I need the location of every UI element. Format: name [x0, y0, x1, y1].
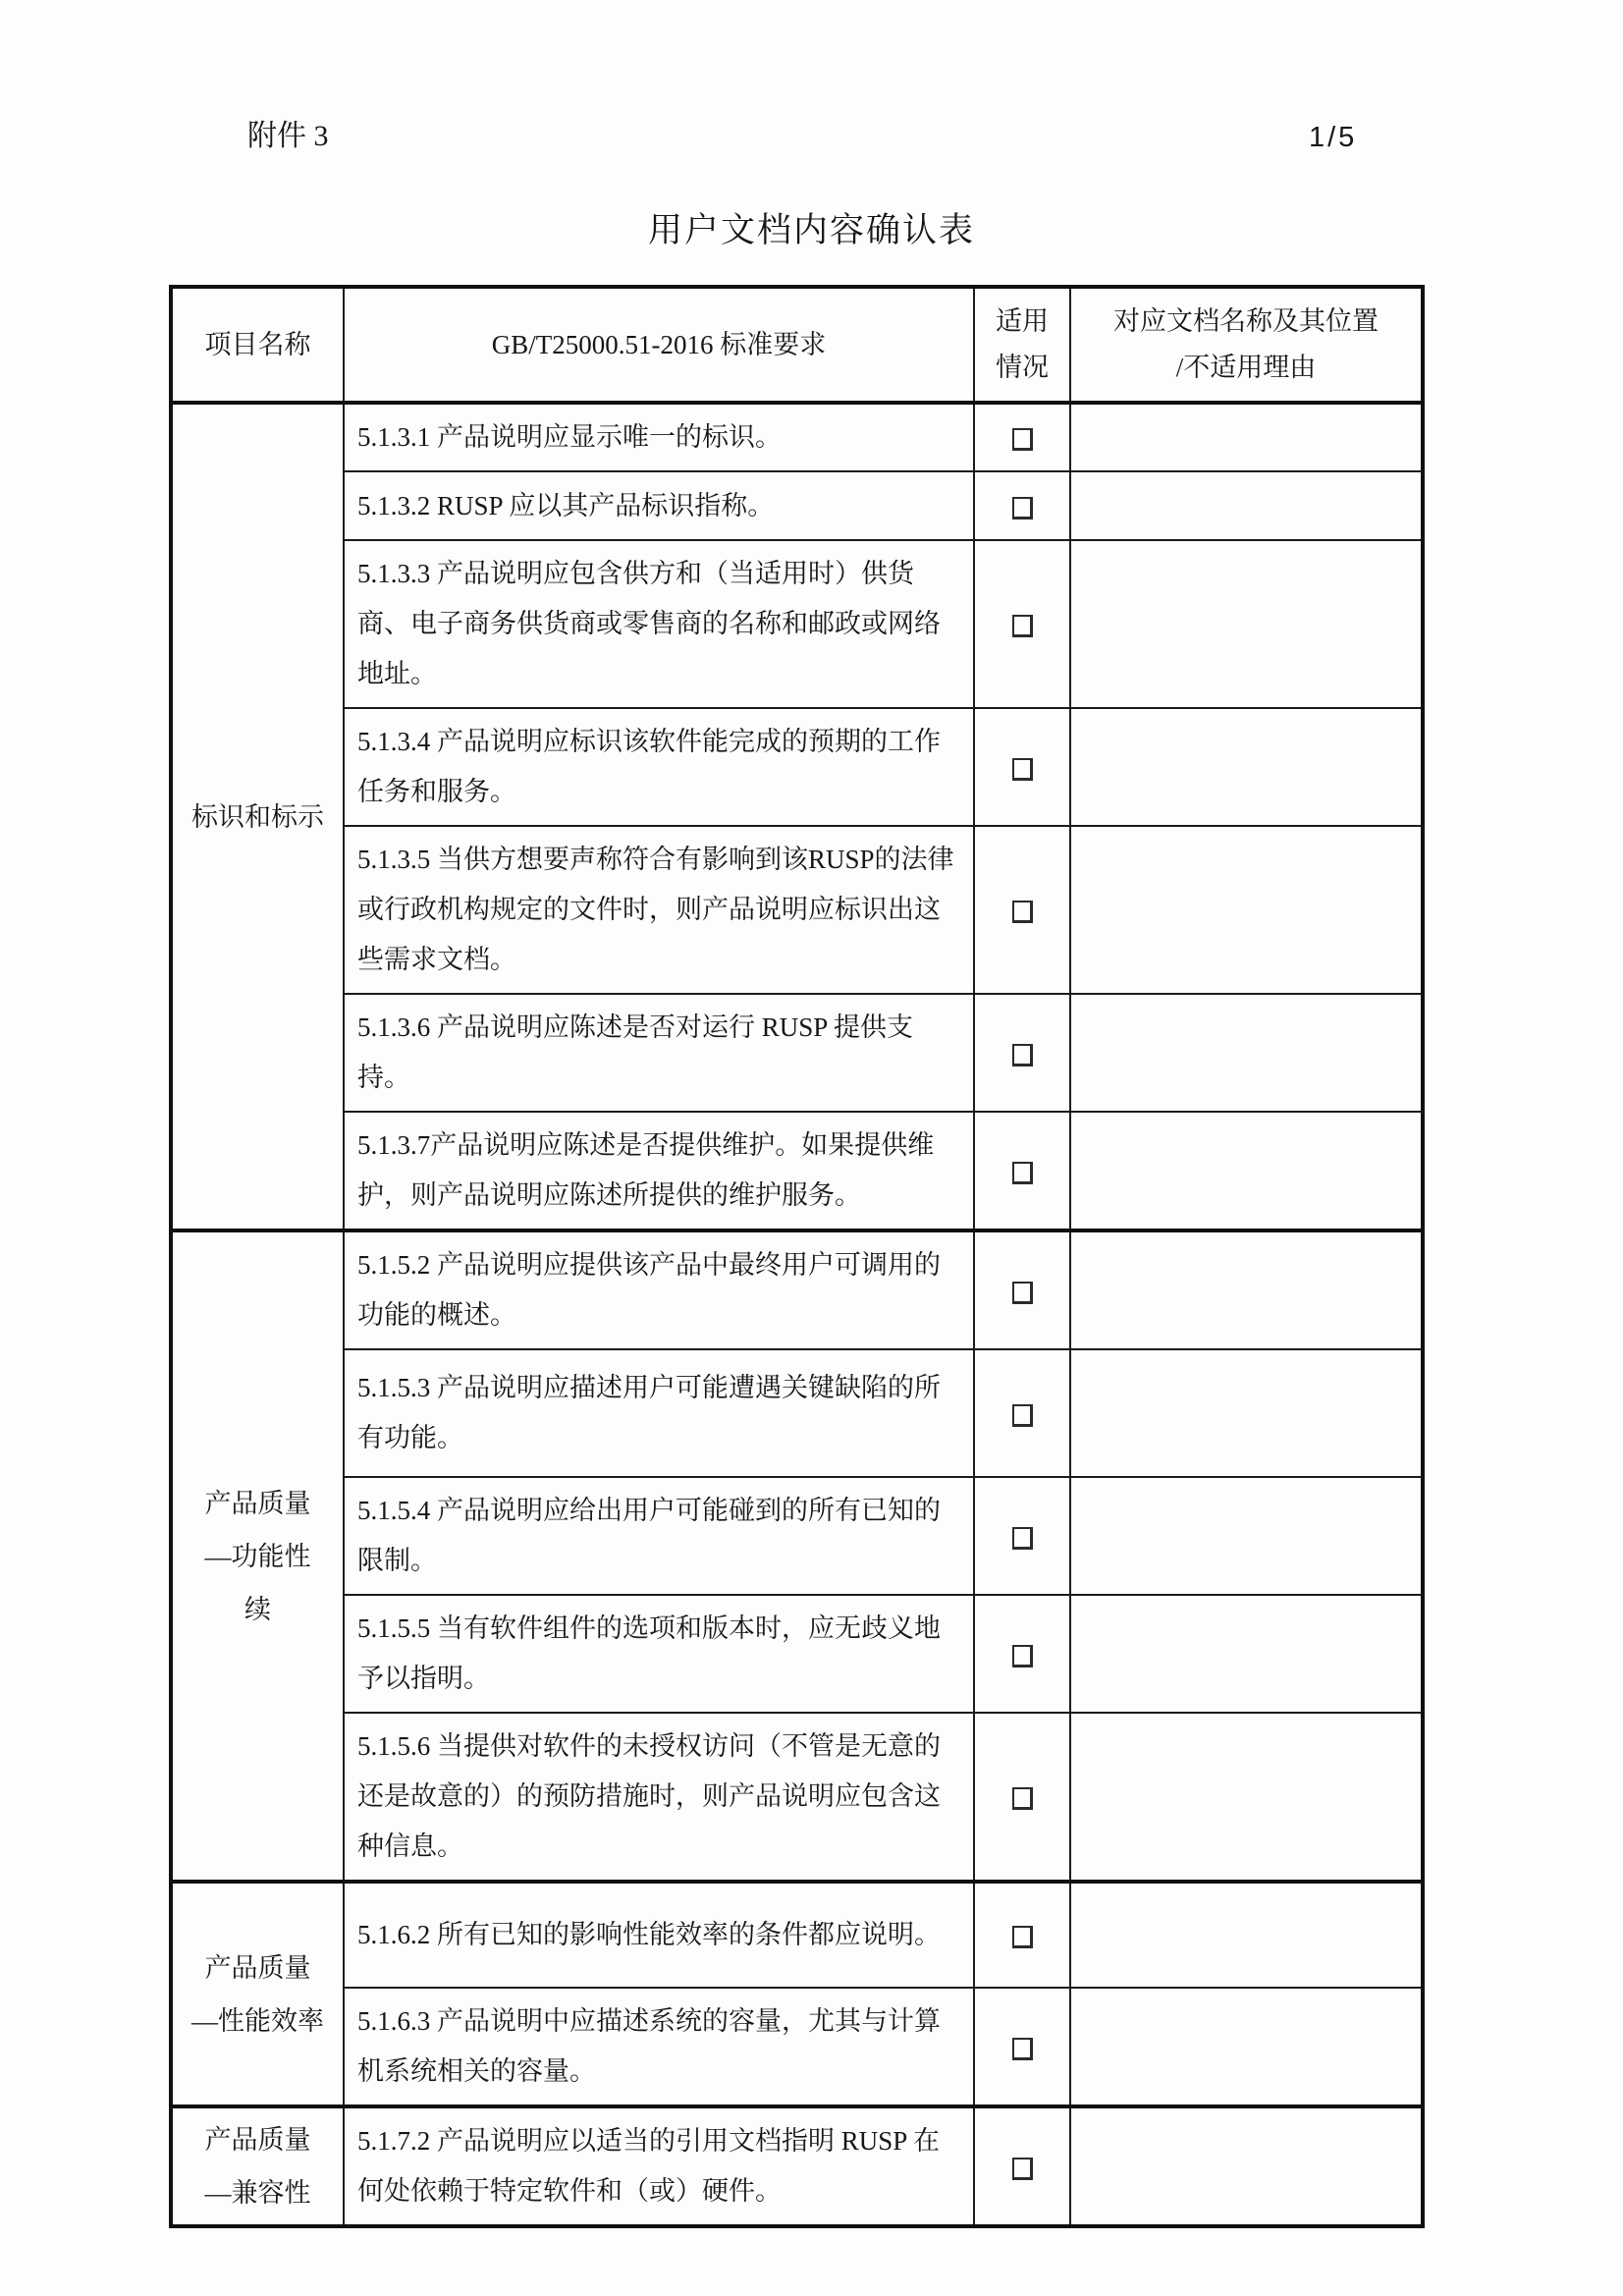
group-label-line: 产品质量 [204, 1952, 311, 1983]
document-name-cell [1070, 403, 1423, 471]
group-label-identification [171, 403, 344, 1230]
checkbox-icon [1012, 758, 1033, 781]
checkbox-icon [1012, 428, 1033, 451]
group-label-line: 续 [244, 1594, 271, 1624]
applicable-checkbox[interactable] [974, 1988, 1070, 2106]
applicable-checkbox[interactable] [974, 2106, 1070, 2226]
table-header-row [171, 287, 1423, 403]
checkbox-icon [1012, 615, 1033, 637]
checkbox-icon [1012, 2158, 1033, 2180]
document-name-cell [1070, 1882, 1423, 1988]
requirement-cell: 5.1.5.2 产品说明应提供该产品中最终用户可调用的功能的概述。 [344, 1230, 974, 1349]
col-header-document-line2: /不适用理由 [1175, 353, 1317, 382]
document-name-cell [1070, 1988, 1423, 2106]
applicable-checkbox[interactable] [974, 994, 1070, 1112]
col-header-applicability-line1: 适用 [996, 306, 1049, 336]
requirement-cell: 5.1.7.2 产品说明应以适当的引用文档指明 RUSP 在何处依赖于特定软件和（或）硬件。 [344, 2106, 974, 2226]
document-name-cell [1070, 826, 1423, 994]
table-row [171, 1230, 1423, 1349]
table-row [171, 1112, 1423, 1230]
requirement-cell: 5.1.3.3 产品说明应包含供方和（当适用时）供货商、电子商务供货商或零售商的名称和邮政或网络地址。 [344, 540, 974, 708]
checkbox-icon [1012, 1162, 1033, 1184]
table-row [171, 994, 1423, 1112]
applicable-checkbox[interactable] [974, 1349, 1070, 1477]
table-row [171, 708, 1423, 826]
document-name-cell [1070, 540, 1423, 708]
table-row [171, 2106, 1423, 2226]
applicable-checkbox[interactable] [974, 540, 1070, 708]
document-name-cell [1070, 1112, 1423, 1230]
table-row [171, 1713, 1423, 1882]
group-label-line: —兼容性 [204, 2178, 311, 2208]
document-name-cell [1070, 708, 1423, 826]
confirmation-table [169, 285, 1425, 2228]
applicable-checkbox[interactable] [974, 708, 1070, 826]
page-number: 1/5 [1309, 122, 1358, 153]
table-row [171, 1595, 1423, 1713]
checkbox-icon [1012, 1044, 1033, 1066]
group-label-compatibility [171, 2106, 344, 2226]
requirement-cell: 5.1.3.2 RUSP 应以其产品标识指称。 [344, 471, 974, 540]
document-name-cell [1070, 2106, 1423, 2226]
applicable-checkbox[interactable] [974, 1595, 1070, 1713]
checkbox-icon [1012, 1787, 1033, 1810]
applicable-checkbox[interactable] [974, 403, 1070, 471]
document-name-cell [1070, 471, 1423, 540]
group-label-functionality [171, 1230, 344, 1882]
applicable-checkbox[interactable] [974, 826, 1070, 994]
group-label-line: 产品质量 [204, 2125, 311, 2155]
table-row [171, 826, 1423, 994]
requirement-cell: 5.1.3.4 产品说明应标识该软件能完成的预期的工作任务和服务。 [344, 708, 974, 826]
checkbox-icon [1012, 1645, 1033, 1667]
requirement-cell: 5.1.5.3 产品说明应描述用户可能遭遇关键缺陷的所有功能。 [344, 1349, 974, 1477]
requirement-cell: 5.1.3.1 产品说明应显示唯一的标识。 [344, 403, 974, 471]
table-row [171, 1882, 1423, 1988]
document-name-cell [1070, 1349, 1423, 1477]
table-row [171, 1477, 1423, 1595]
table-row [171, 403, 1423, 471]
requirement-cell: 5.1.5.4 产品说明应给出用户可能碰到的所有已知的限制。 [344, 1477, 974, 1595]
group-label-line: 标识和标示 [191, 801, 324, 832]
table-row [171, 1988, 1423, 2106]
col-header-applicability-line2: 情况 [996, 353, 1049, 382]
group-label-line: —功能性 [204, 1541, 311, 1571]
table-row [171, 471, 1423, 540]
col-header-applicability [974, 287, 1070, 403]
requirement-cell: 5.1.5.6 当提供对软件的未授权访问（不管是无意的还是故意的）的预防措施时，则产品说明应包含这种信息。 [344, 1713, 974, 1882]
document-name-cell [1070, 1595, 1423, 1713]
col-header-standard: GB/T25000.51-2016 标准要求 [344, 287, 974, 403]
checkbox-icon [1012, 1926, 1033, 1948]
applicable-checkbox[interactable] [974, 471, 1070, 540]
group-label-line: —性能效率 [191, 2005, 324, 2036]
document-name-cell [1070, 994, 1423, 1112]
table-row [171, 540, 1423, 708]
checkbox-icon [1012, 2038, 1033, 2060]
checkbox-icon [1012, 901, 1033, 923]
applicable-checkbox[interactable] [974, 1713, 1070, 1882]
applicable-checkbox[interactable] [974, 1112, 1070, 1230]
checkbox-icon [1012, 1527, 1033, 1550]
col-header-document [1070, 287, 1423, 403]
group-label-line: 产品质量 [204, 1488, 311, 1518]
document-name-cell [1070, 1713, 1423, 1882]
applicable-checkbox[interactable] [974, 1882, 1070, 1988]
requirement-cell: 5.1.6.3 产品说明中应描述系统的容量，尤其与计算机系统相关的容量。 [344, 1988, 974, 2106]
group-label-performance [171, 1882, 344, 2106]
requirement-cell: 5.1.5.5 当有软件组件的选项和版本时，应无歧义地予以指明。 [344, 1595, 974, 1713]
applicable-checkbox[interactable] [974, 1230, 1070, 1349]
requirement-cell: 5.1.3.7产品说明应陈述是否提供维护。如果提供维护，则产品说明应陈述所提供的维护服务。 [344, 1112, 974, 1230]
table-row [171, 1349, 1423, 1477]
attachment-label: 附件 3 [247, 120, 329, 152]
checkbox-icon [1012, 1282, 1033, 1304]
document-name-cell [1070, 1477, 1423, 1595]
checkbox-icon [1012, 1404, 1033, 1427]
document-name-cell [1070, 1230, 1423, 1349]
requirement-cell: 5.1.3.5 当供方想要声称符合有影响到该RUSP的法律或行政机构规定的文件时，则产品说明应标识出这些需求文档。 [344, 826, 974, 994]
applicable-checkbox[interactable] [974, 1477, 1070, 1595]
checkbox-icon [1012, 497, 1033, 519]
requirement-cell: 5.1.6.2 所有已知的影响性能效率的条件都应说明。 [344, 1882, 974, 1988]
col-header-item-name: 项目名称 [171, 287, 344, 403]
requirement-cell: 5.1.3.6 产品说明应陈述是否对运行 RUSP 提供支持。 [344, 994, 974, 1112]
page-title: 用户文档内容确认表 [647, 211, 975, 249]
col-header-document-line1: 对应文档名称及其位置 [1113, 306, 1379, 336]
